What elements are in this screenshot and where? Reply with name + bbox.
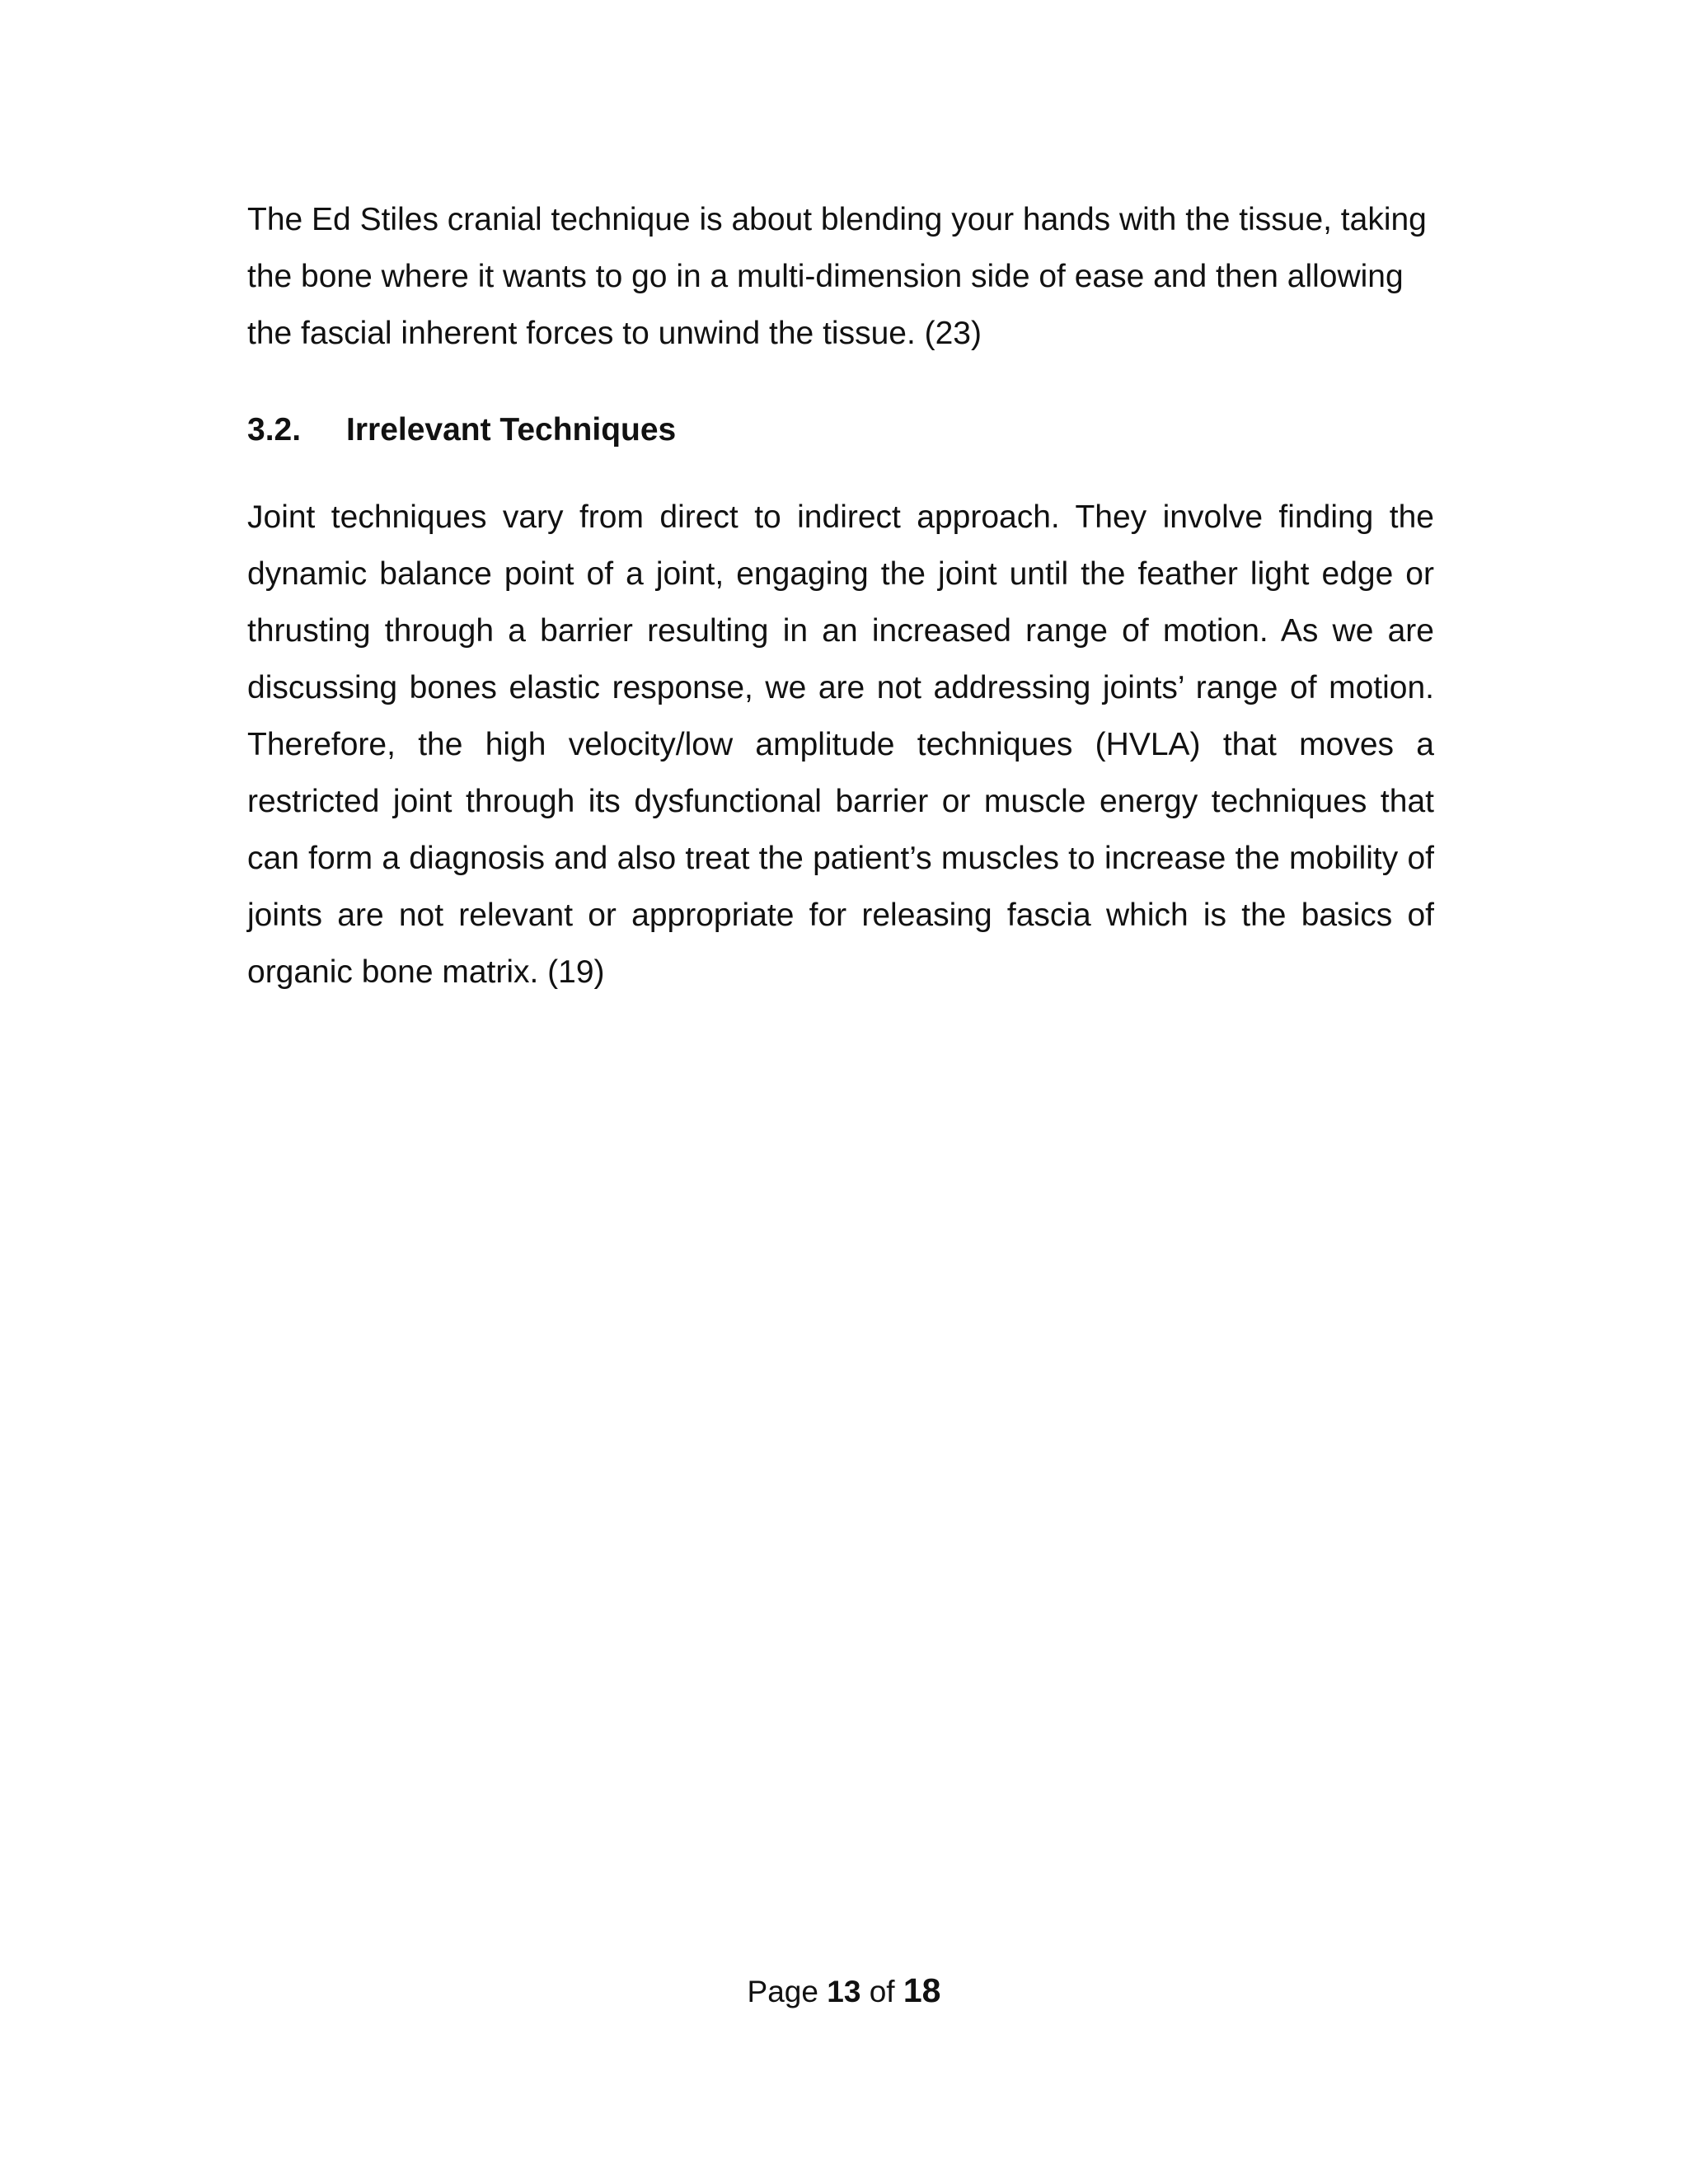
section-title: Irrelevant Techniques xyxy=(346,412,677,448)
section-number: 3.2. xyxy=(247,412,302,448)
section-heading xyxy=(247,410,1434,451)
page-content xyxy=(247,191,1434,1001)
body-paragraph: Joint techniques vary from direct to indirect approach. They involve finding the dynamic balance point of a joint, engaging the joint until the feather light edge or thrusting through a barrier resulting in an increased range of motion. As we are discussing bones elastic response, we are not addressing joints’ range of motion. Therefore, the high velocity/low amplitude techniques (HVLA) that moves a restricted joint through its dysfunctional barrier or muscle energy techniques that can form a diagnosis and also treat the patient’s muscles to increase the mobility of joints are not relevant or appropriate for releasing fascia which is the basics of organic bone matrix. (19) xyxy=(247,499,1434,990)
footer-current-page: 13 xyxy=(827,1975,861,2008)
page-footer xyxy=(0,1970,1688,2013)
footer-page-word: Page xyxy=(747,1975,818,2008)
intro-paragraph: The Ed Stiles cranial technique is about blending your hands with the tissue, taking the bone where it wants to go in a multi-dimension side of ease and then allowing the fascial inherent forces to unwind the tissue. (23) xyxy=(247,202,1427,351)
footer-of-word: of xyxy=(869,1975,895,2008)
footer-total-pages: 18 xyxy=(903,1971,941,2009)
